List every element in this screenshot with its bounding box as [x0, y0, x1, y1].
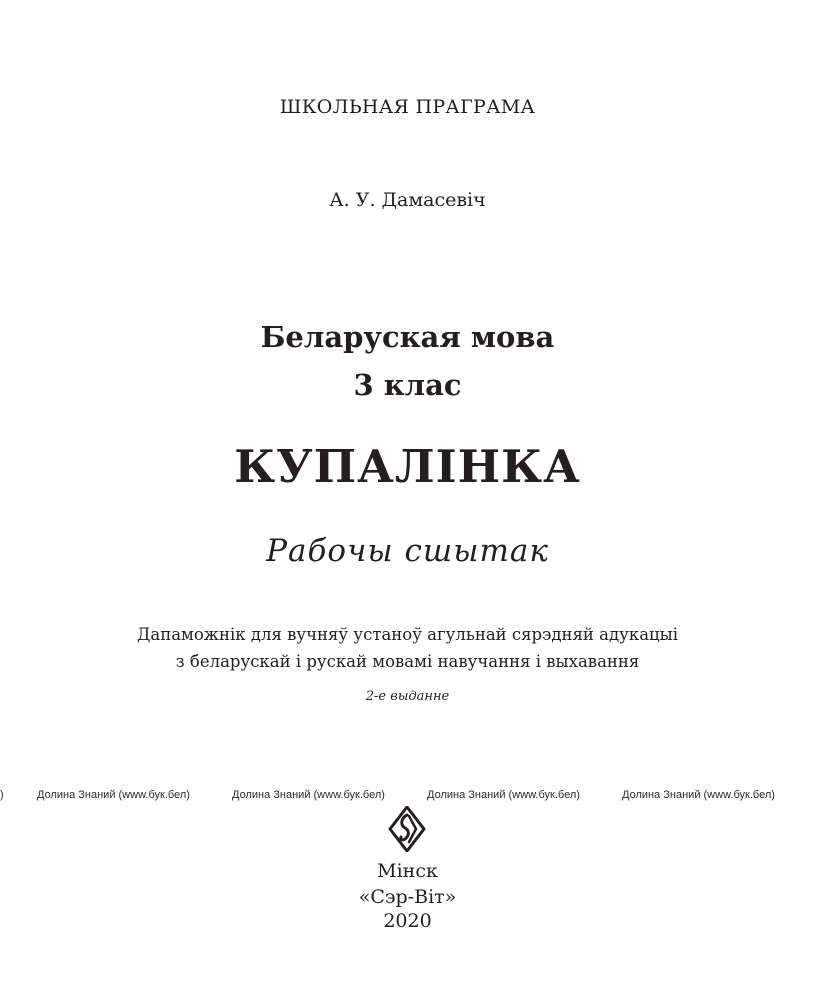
- imprint-publisher: «Сэр-Віт»: [358, 886, 457, 908]
- author-name: А. У. Дамасевіч: [329, 189, 486, 211]
- watermark-text: Долина Знаний (www.бук.бел): [622, 789, 775, 801]
- series-name: ШКОЛЬНАЯ ПРАГРАМА: [279, 96, 536, 118]
- purpose-line-2: з беларускай і рускай мовамі навучання і выхавання: [175, 652, 640, 671]
- book-purpose: [0, 621, 815, 675]
- purpose-line-1: Дапаможнік для вучняў устаноў агульнай сярэдняй адукацыі: [136, 625, 679, 644]
- watermark-text: Долина Знаний (www.бук.бел): [37, 789, 190, 801]
- imprint-year: 2020: [383, 910, 432, 932]
- watermark-text: Долина Знаний (www.бук.бел): [427, 789, 580, 801]
- grade-label: 3 клас: [353, 368, 462, 402]
- watermark-text: ): [0, 789, 4, 801]
- subject-title: Беларуская мова: [260, 320, 555, 354]
- imprint-city: Мінск: [377, 860, 438, 882]
- watermark-text: Долина Знаний (www.бук.бел): [232, 789, 385, 801]
- edition-label: 2-е выданне: [365, 689, 450, 704]
- publisher-logo-icon: [388, 806, 426, 852]
- book-kind: Рабочы сшытак: [266, 533, 549, 569]
- book-title: КУПАЛІНКА: [234, 440, 581, 493]
